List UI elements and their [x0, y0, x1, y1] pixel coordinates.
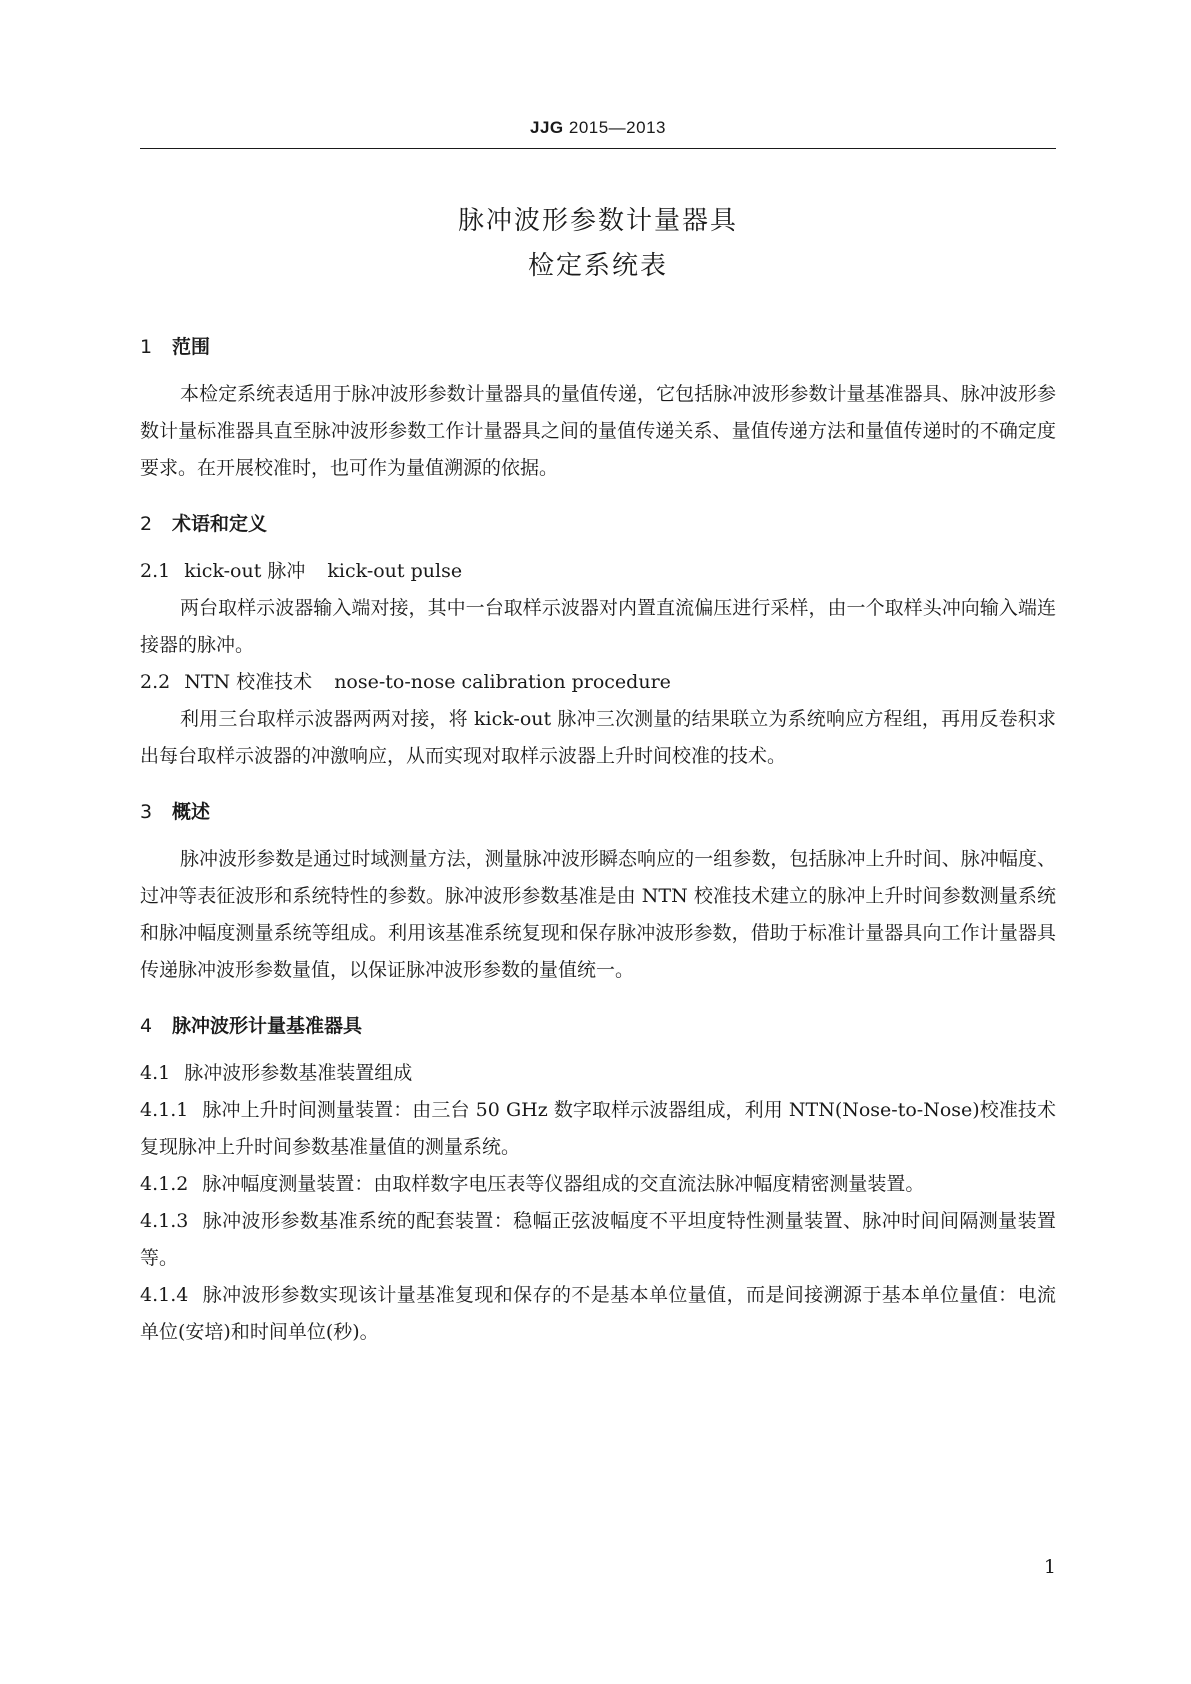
clause-text: 脉冲波形参数基准系统的配套装置：稳幅正弦波幅度不平坦度特性测量装置、脉冲时间间隔测量装置等。 [140, 1210, 1056, 1269]
clause-number: 4.1.4 [140, 1284, 189, 1306]
term-kickout-heading [140, 553, 1056, 590]
section-title: 概述 [172, 801, 211, 823]
clause-number: 2.2 [140, 671, 171, 693]
section-heading-overview [140, 797, 1056, 827]
clause-4-1-2 [140, 1166, 1056, 1203]
clause-4-1 [140, 1055, 1056, 1092]
section-heading-scope [140, 332, 1056, 362]
section-heading-primary-standard [140, 1011, 1056, 1041]
document-body [140, 332, 1056, 1351]
term-ntn-definition: 利用三台取样示波器两两对接，将 kick-out 脉冲三次测量的结果联立为系统响应方程组，再用反卷积求出每台取样示波器的冲激响应，从而实现对取样示波器上升时间校准的技术。 [140, 708, 1056, 767]
section-heading-terms [140, 509, 1056, 539]
scope-paragraph: 本检定系统表适用于脉冲波形参数计量器具的量值传递，它包括脉冲波形参数计量基准器具、脉冲波形参数计量标准器具直至脉冲波形参数工作计量器具之间的量值传递关系、量值传递方法和量值传递时的不确定度要求。在开展校准时，也可作为量值溯源的依据。 [140, 383, 1056, 479]
term-ntn-heading [140, 664, 1056, 701]
term-chinese: kick-out 脉冲 [184, 560, 306, 582]
clause-number: 4.1.2 [140, 1173, 189, 1195]
clause-text: 脉冲幅度测量装置：由取样数字电压表等仪器组成的交直流法脉冲幅度精密测量装置。 [202, 1173, 925, 1195]
document-subtitle: 检定系统表 [527, 251, 668, 281]
clause-number: 4.1.3 [140, 1210, 189, 1232]
term-chinese: NTN 校准技术 [184, 671, 313, 693]
standard-number: 2015—2013 [568, 118, 666, 137]
clause-number: 2.1 [140, 560, 171, 582]
clause-4-1-4 [140, 1277, 1056, 1351]
page-number: 1 [1043, 1556, 1056, 1578]
standard-code: JJG [529, 118, 564, 137]
section-number: 1 [140, 336, 153, 358]
document-title: 脉冲波形参数计量器具 [457, 206, 738, 236]
section-title: 脉冲波形计量基准器具 [172, 1015, 363, 1037]
clause-text: 脉冲上升时间测量装置：由三台 50 GHz 数字取样示波器组成，利用 NTN(Nose-to-Nose)校准技术复现脉冲上升时间参数基准量值的测量系统。 [140, 1099, 1056, 1158]
standard-header [140, 118, 1056, 138]
term-english: nose-to-nose calibration procedure [334, 671, 671, 693]
clause-4-1-3 [140, 1203, 1056, 1277]
section-title: 术语和定义 [172, 513, 268, 535]
term-kickout-definition: 两台取样示波器输入端对接，其中一台取样示波器对内置直流偏压进行采样，由一个取样头冲向输入端连接器的脉冲。 [140, 597, 1056, 656]
clause-number: 4.1.1 [140, 1099, 189, 1121]
section-number: 2 [140, 513, 153, 535]
overview-paragraph: 脉冲波形参数是通过时域测量方法，测量脉冲波形瞬态响应的一组参数，包括脉冲上升时间、脉冲幅度、过冲等表征波形和系统特性的参数。脉冲波形参数基准是由 NTN 校准技术建立的脉冲上升时间参数测量系统和脉冲幅度测量系统等组成。利用该基准系统复现和保存脉冲波形参数，借助于标准计量器具向工作计量器具传递脉冲波形参数量值，以保证脉冲波形参数的量值统一。 [140, 848, 1056, 981]
clause-text: 脉冲波形参数实现该计量基准复现和保存的不是基本单位量值，而是间接溯源于基本单位量值：电流单位(安培)和时间单位(秒)。 [140, 1284, 1056, 1343]
clause-number: 4.1 [140, 1062, 171, 1084]
section-number: 3 [140, 801, 153, 823]
section-title: 范围 [172, 336, 211, 358]
section-number: 4 [140, 1015, 153, 1037]
clause-text: 脉冲波形参数基准装置组成 [184, 1062, 413, 1084]
clause-4-1-1 [140, 1092, 1056, 1166]
header-rule [140, 148, 1056, 149]
term-english: kick-out pulse [327, 560, 463, 582]
